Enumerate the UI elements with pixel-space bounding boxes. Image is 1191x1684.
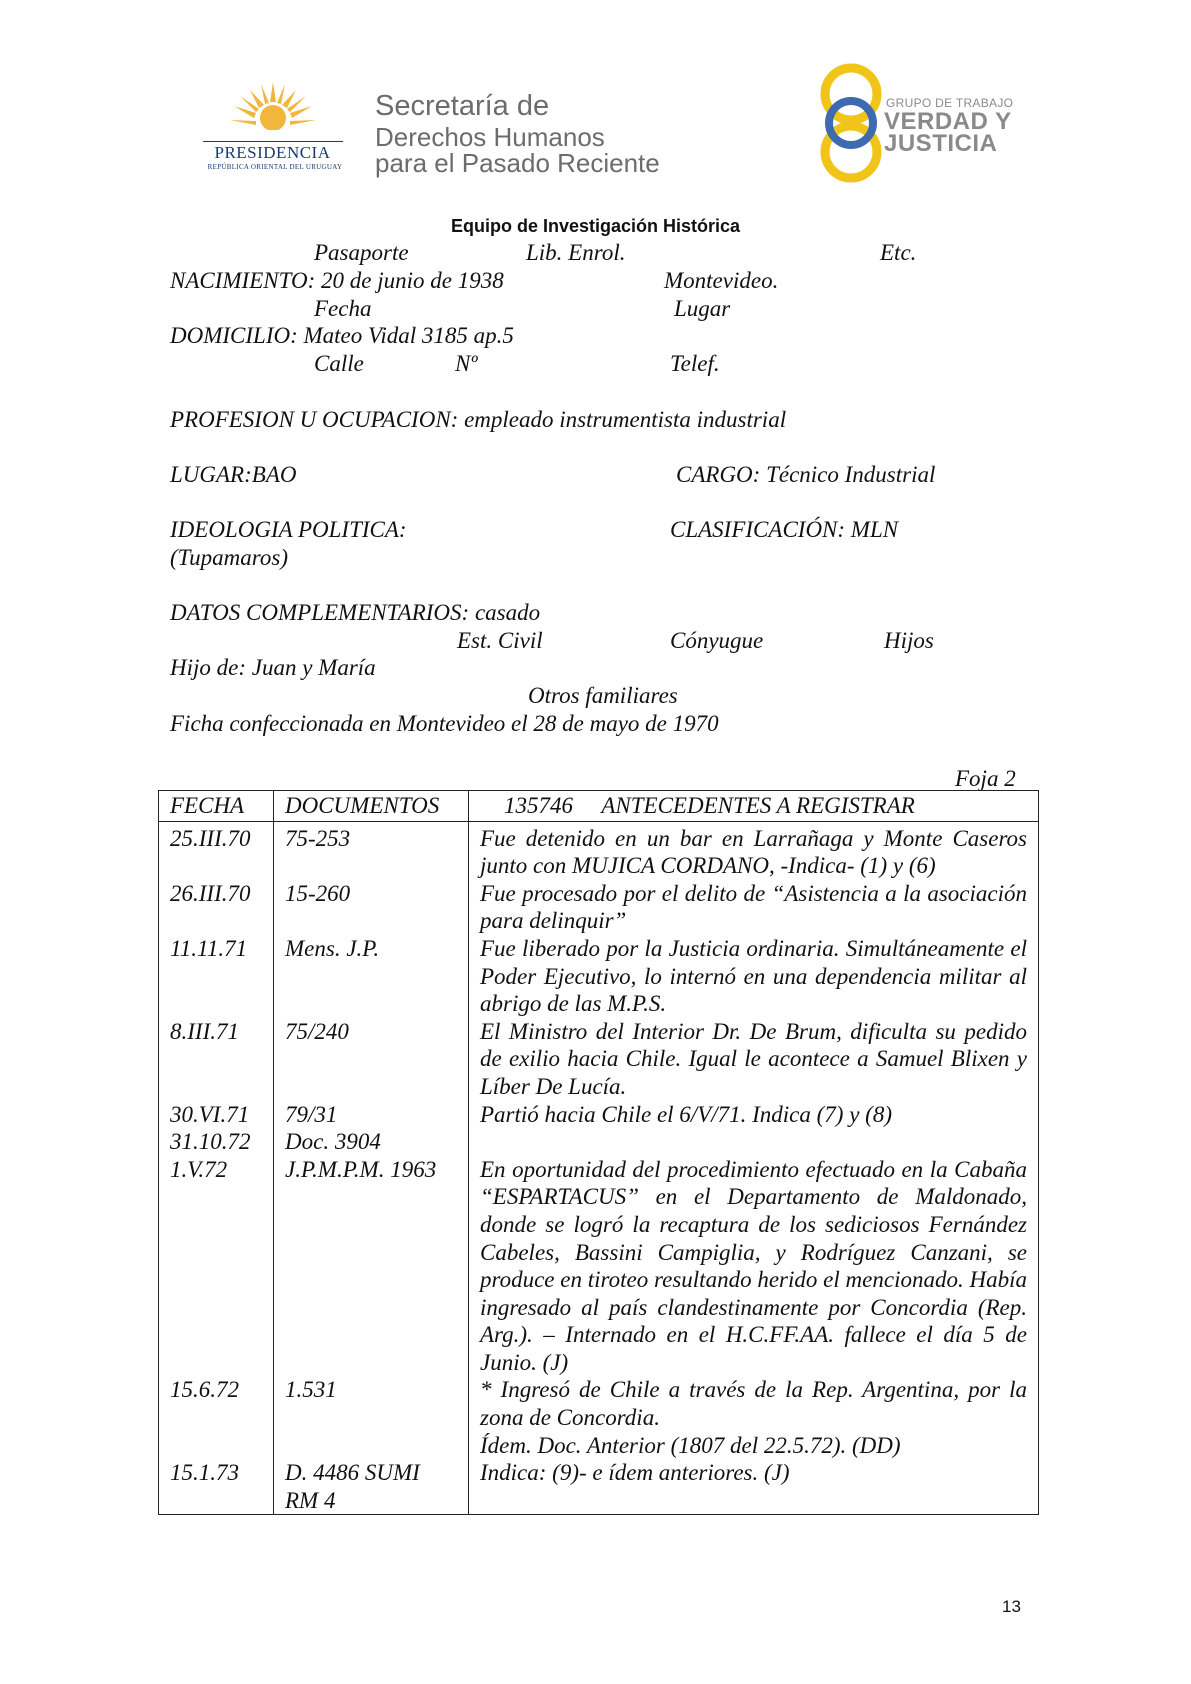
antecedente-cell — [469, 1018, 1039, 1101]
table-row — [159, 1128, 1039, 1156]
table-row — [159, 1376, 1039, 1459]
header-documentos: DOCUMENTOS — [274, 791, 469, 822]
antecedente-paragraph: Indica: (9)- e ídem anteriores. (J) — [480, 1460, 790, 1486]
est-civil-label: Est. Civil — [457, 628, 543, 653]
etc-label: Etc. — [880, 240, 917, 265]
presidencia-divider — [203, 141, 343, 142]
header-antecedentes: 135746 ANTECEDENTES A REGISTRAR — [469, 791, 1039, 822]
numero-label: Nº — [455, 351, 478, 376]
table-row — [159, 1018, 1039, 1101]
ideologia-field: IDEOLOGIA POLITICA: — [170, 517, 407, 542]
table-row — [159, 880, 1039, 935]
otros-familiares-label: Otros familiares — [528, 683, 678, 708]
sun-logo-icon — [228, 80, 318, 142]
antecedente-paragraph: Partió hacia Chile el 6/V/71. Indica (7) y (8) — [480, 1101, 892, 1127]
table-row — [159, 1156, 1039, 1377]
conyugue-label: Cónyugue — [670, 628, 764, 653]
antecedente-cell — [469, 880, 1039, 935]
lugar-field: LUGAR:BAO — [170, 462, 297, 487]
antecedente-paragraph: En oportunidad del procedimiento efectuado en la Cabaña “ESPARTACUS” en el Departamento de Maldonado, donde se logró la recaptura de los sediciosos Fernández Cabeles, Bassini Campiglia, y Rodríguez Canzani, se produce en tiroteo resultando herido el mencionado. Había ingresado al país clandestinamente por Concordia (Rep. Arg.). – Internado en el H.C.FF.AA. fallece el día 5 de Junio. (J) — [480, 1156, 1027, 1375]
presidencia-subtitle: REPÚBLICA ORIENTAL DEL URUGUAY — [207, 163, 343, 171]
fecha-cell: 15.1.73 — [159, 1459, 274, 1515]
documento-cell: D. 4486 SUMI RM 4 — [274, 1459, 469, 1515]
antecedente-paragraph: Fue detenido en un bar en Larrañaga y Monte Caseros junto con MUJICA CORDANO, -Indica- (1) y (6) — [480, 825, 1027, 879]
secretaria-line-2: Derechos Humanos — [375, 122, 605, 152]
documento-cell: Mens. J.P. — [274, 935, 469, 1018]
documento-cell: J.P.M.P.M. 1963 — [274, 1156, 469, 1377]
page-number: 13 — [1002, 1597, 1021, 1616]
rings-logo-icon — [810, 62, 892, 184]
fecha-cell: 31.10.72 — [159, 1128, 274, 1156]
ficha-field: Ficha confeccionada en Montevideo el 28 de mayo de 1970 — [170, 711, 719, 736]
grupo-trabajo-label: GRUPO DE TRABAJO — [886, 96, 1014, 110]
antecedente-cell — [469, 935, 1039, 1018]
antecedente-paragraph: Fue liberado por la Justicia ordinaria. Simultáneamente el Poder Ejecutivo, lo internó en una dependencia militar al abrigo de las M.P.S. — [480, 935, 1027, 1017]
cargo-field: CARGO: Técnico Industrial — [676, 462, 936, 487]
fecha-cell: 30.VI.71 — [159, 1101, 274, 1129]
ideologia-value: (Tupamaros) — [170, 545, 288, 570]
pasaporte-label: Pasaporte — [314, 240, 409, 265]
hijos-label: Hijos — [884, 628, 934, 653]
fecha-cell: 11.11.71 — [159, 935, 274, 1018]
profesion-field: PROFESION U OCUPACION: empleado instrumentista industrial — [170, 407, 787, 432]
documento-cell: 15-260 — [274, 880, 469, 935]
fecha-cell: 15.6.72 — [159, 1376, 274, 1459]
documento-cell: 1.531 — [274, 1376, 469, 1459]
antecedente-paragraph: Ídem. Doc. Anterior (1807 del 22.5.72). (DD) — [480, 1432, 901, 1458]
table-row — [159, 1101, 1039, 1129]
fecha-cell: 8.III.71 — [159, 1018, 274, 1101]
fecha-label: Fecha — [314, 296, 372, 321]
domicilio-field: DOMICILIO: Mateo Vidal 3185 ap.5 — [170, 323, 514, 348]
table-row — [159, 1459, 1039, 1515]
antecedente-cell — [469, 821, 1039, 880]
nacimiento-lugar: Montevideo. — [664, 268, 779, 293]
table-header-row — [159, 791, 1039, 822]
table-row — [159, 821, 1039, 880]
antecedentes-table — [158, 790, 1039, 1515]
documento-cell: 75/240 — [274, 1018, 469, 1101]
documento-cell: 75-253 — [274, 821, 469, 880]
telef-label: Telef. — [670, 351, 720, 376]
clasificacion-field: CLASIFICACIÓN: MLN — [670, 517, 899, 542]
antecedente-paragraph: Fue procesado por el delito de “Asistencia a la asociación para delinquir” — [480, 880, 1027, 934]
fecha-cell: 1.V.72 — [159, 1156, 274, 1377]
header-fecha: FECHA — [159, 791, 274, 822]
lib-enrol-label: Lib. Enrol. — [526, 240, 626, 265]
documento-cell: Doc. 3904 — [274, 1128, 469, 1156]
antecedente-cell — [469, 1128, 1039, 1156]
calle-label: Calle — [314, 351, 364, 376]
datos-field: DATOS COMPLEMENTARIOS: casado — [170, 600, 541, 625]
verdad-label: VERDAD Y — [884, 108, 1012, 135]
hijo-de-field: Hijo de: Juan y María — [170, 655, 376, 680]
secretaria-line-1: Secretaría de — [375, 90, 550, 122]
fecha-cell: 26.III.70 — [159, 880, 274, 935]
antecedente-paragraph: El Ministro del Interior Dr. De Brum, dificulta su pedido de exilio hacia Chile. Igual le acontece a Samuel Blixen y Líber De Lucía. — [480, 1018, 1027, 1099]
antecedente-cell — [469, 1101, 1039, 1129]
fecha-cell: 25.III.70 — [159, 821, 274, 880]
team-title: Equipo de Investigación Histórica — [450, 216, 741, 236]
foja-label: Foja 2 — [955, 766, 1016, 791]
lugar-label: Lugar — [674, 296, 731, 321]
justicia-label: JUSTICIA — [884, 130, 998, 157]
antecedente-cell — [469, 1376, 1039, 1459]
nacimiento-field: NACIMIENTO: 20 de junio de 1938 — [170, 268, 504, 293]
secretaria-line-3: para el Pasado Reciente — [375, 148, 660, 178]
antecedente-cell — [469, 1156, 1039, 1377]
presidencia-label: PRESIDENCIA — [214, 143, 331, 162]
table-row — [159, 935, 1039, 1018]
documento-cell: 79/31 — [274, 1101, 469, 1129]
antecedente-paragraph: * Ingresó de Chile a través de la Rep. Argentina, por la zona de Concordia. — [480, 1377, 1027, 1431]
antecedente-cell — [469, 1459, 1039, 1515]
